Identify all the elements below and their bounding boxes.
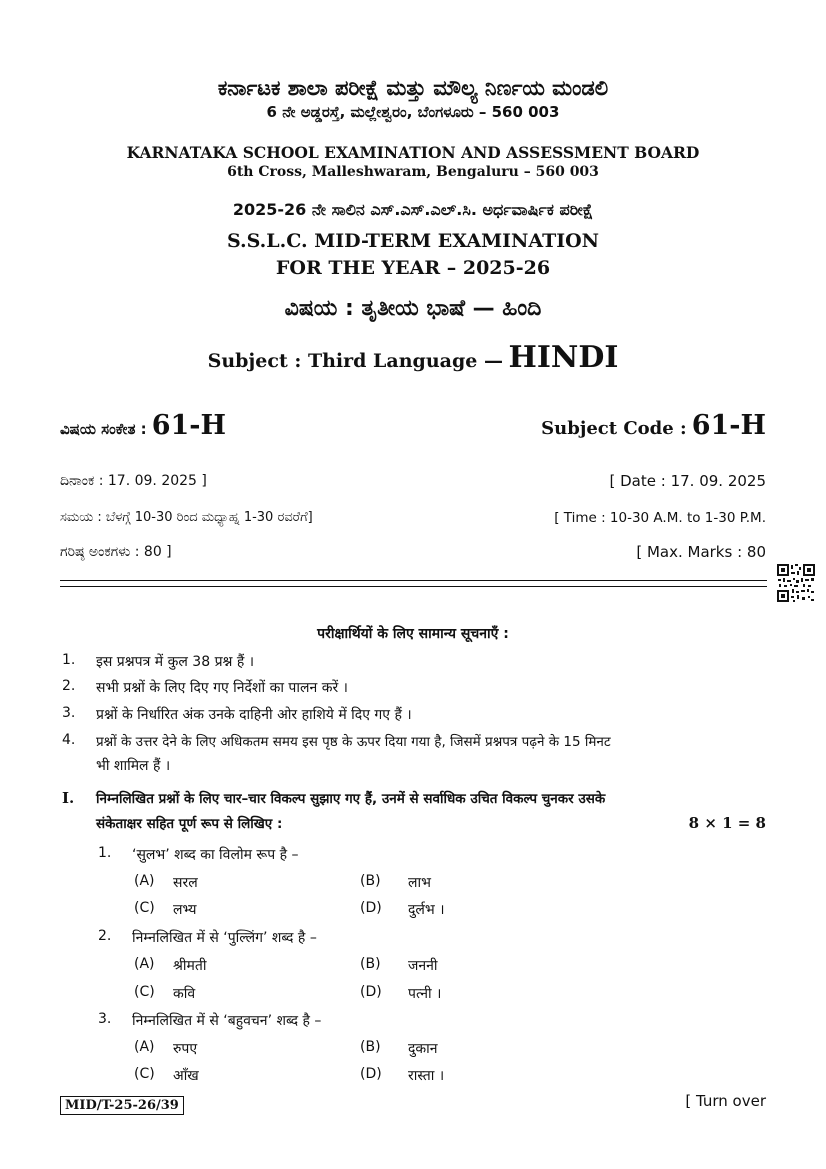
turn-over-label: [ Turn over xyxy=(685,1092,766,1110)
question-number: 2. xyxy=(98,928,112,944)
board-name-kannada: ಕರ್ನಾಟಕ ಶಾಲಾ ಪರೀಕ್ಷೆ ಮತ್ತು ಮೌಲ್ಯ ನಿರ್ಣಯ ಮಂಡಲಿ xyxy=(217,76,609,100)
section-numeral: I. xyxy=(62,789,75,807)
address-english: 6th Cross, Malleshwaram, Bengaluru – 560 003 xyxy=(227,164,599,180)
board-name-english: KARNATAKA SCHOOL EXAMINATION AND ASSESSMENT BOARD xyxy=(126,143,700,162)
option-text: दुर्लभ । xyxy=(408,902,445,918)
subject-code-kannada-value: 61-H xyxy=(151,410,227,441)
subject-english-value: HINDI xyxy=(508,340,619,375)
marks-kannada: ಗರಿಷ್ಠ ಅಂಕಗಳು : 80 ] xyxy=(60,544,172,560)
option-text: रुपए xyxy=(173,1041,198,1057)
time-kannada: ಸಮಯ : ಬೆಳಗ್ಗೆ 10-30 ರಿಂದ ಮಧ್ಯಾಹ್ನ 1-30 ರವರೆಗೆ] xyxy=(60,510,313,525)
date-english: [ Date : 17. 09. 2025 xyxy=(609,472,766,490)
option-text: लाभ xyxy=(408,875,431,891)
option-label: (B) xyxy=(360,956,381,972)
instruction-number: 3. xyxy=(62,705,76,721)
divider-bottom xyxy=(60,586,767,587)
question-number: 1. xyxy=(98,845,112,861)
exam-title-english-2: FOR THE YEAR – 2025-26 xyxy=(275,257,551,279)
option-label: (D) xyxy=(360,984,382,1000)
instruction-text: प्रश्नों के निर्धारित अंक उनके दाहिनी ओर हाशिये में दिए गए हैं । xyxy=(96,707,412,723)
address-kannada: 6 ನೇ ಅಡ್ಡರಸ್ತೆ, ಮಲ್ಲೇಶ್ವರಂ, ಬೆಂಗಳೂರು – 560 003 xyxy=(266,103,560,121)
question-text: ‘सुलभ’ शब्द का विलोम रूप है – xyxy=(132,847,299,863)
date-kannada: ದಿನಾಂಕ : 17. 09. 2025 ] xyxy=(60,473,207,489)
divider-top xyxy=(60,580,767,581)
option-text: पत्नी । xyxy=(408,986,442,1002)
option-text: लभ्य xyxy=(173,902,197,918)
option-label: (A) xyxy=(134,1039,155,1055)
option-text: दुकान xyxy=(408,1041,438,1057)
option-label: (D) xyxy=(360,900,382,916)
instruction-text-continued: भी शामिल हैं । xyxy=(96,758,171,774)
instruction-number: 2. xyxy=(62,678,76,694)
option-text: आँख xyxy=(173,1068,199,1084)
instruction-text: इस प्रश्नपत्र में कुल 38 प्रश्न हैं । xyxy=(96,654,255,670)
marks-english: [ Max. Marks : 80 xyxy=(636,543,766,561)
option-label: (B) xyxy=(360,1039,381,1055)
subject-english xyxy=(0,340,826,375)
subject-kannada: ವಿಷಯ : ತೃತೀಯ ಭಾಷೆ — ಹಿಂದಿ xyxy=(284,296,542,321)
subject-code-english xyxy=(541,410,766,441)
option-text: सरल xyxy=(173,875,198,891)
section-heading: निम्नलिखित प्रश्नों के लिए चार–चार विकल्प सुझाए गए हैं, उनमें से सर्वाधिक उचित विकल्प चुनकर उसके xyxy=(96,791,606,807)
instruction-number: 1. xyxy=(62,652,76,668)
question-text: निम्नलिखित में से ‘बहुवचन’ शब्द है – xyxy=(132,1013,322,1029)
paper-code: MID/T-25-26/39 xyxy=(60,1096,184,1115)
instruction-number: 4. xyxy=(62,732,76,748)
option-text: रास्ता । xyxy=(408,1068,445,1084)
subject-code-english-value: 61-H xyxy=(691,410,766,441)
option-label: (C) xyxy=(134,1066,155,1082)
option-label: (B) xyxy=(360,873,381,889)
option-text: श्रीमती xyxy=(173,958,207,974)
option-label: (D) xyxy=(360,1066,382,1082)
option-label: (C) xyxy=(134,900,155,916)
instruction-text: प्रश्नों के उत्तर देने के लिए अधिकतम समय इस पृष्ठ के ऊपर दिया गया है, जिसमें प्रश्नपत्र पढ़ने के 15 मिनट xyxy=(96,734,611,750)
exam-title-english-1: S.S.L.C. MID-TERM EXAMINATION xyxy=(226,230,600,252)
option-text: जननी xyxy=(408,958,438,974)
qr-code-icon xyxy=(776,563,816,603)
option-text: कवि xyxy=(173,986,196,1002)
question-text: निम्नलिखित में से ‘पुल्लिंग’ शब्द है – xyxy=(132,930,317,946)
subject-code-kannada-label: ವಿಷಯ ಸಂಕೇತ : xyxy=(60,420,147,438)
instruction-text: सभी प्रश्नों के लिए दिए गए निर्देशों का पालन करें । xyxy=(96,680,348,696)
section-marks: 8 × 1 = 8 xyxy=(688,814,766,832)
option-label: (A) xyxy=(134,873,155,889)
instructions-title: परीक्षार्थियों के लिए सामान्य सूचनाएँ : xyxy=(317,626,509,642)
question-number: 3. xyxy=(98,1011,112,1027)
section-heading-continued: संकेताक्षर सहित पूर्ण रूप से लिखिए : xyxy=(96,816,283,832)
option-label: (A) xyxy=(134,956,155,972)
exam-title-kannada: 2025-26 ನೇ ಸಾಲಿನ ಎಸ್.ಎಸ್.ಎಲ್.ಸಿ. ಅರ್ಧವಾರ್ಷಿಕ ಪರೀಕ್ಷೆ xyxy=(232,200,594,219)
time-english: [ Time : 10-30 A.M. to 1-30 P.M. xyxy=(554,510,766,526)
subject-code-kannada xyxy=(60,410,226,441)
option-label: (C) xyxy=(134,984,155,1000)
subject-code-english-label: Subject Code : xyxy=(541,418,687,439)
subject-english-label: Subject : Third Language — xyxy=(207,350,503,372)
